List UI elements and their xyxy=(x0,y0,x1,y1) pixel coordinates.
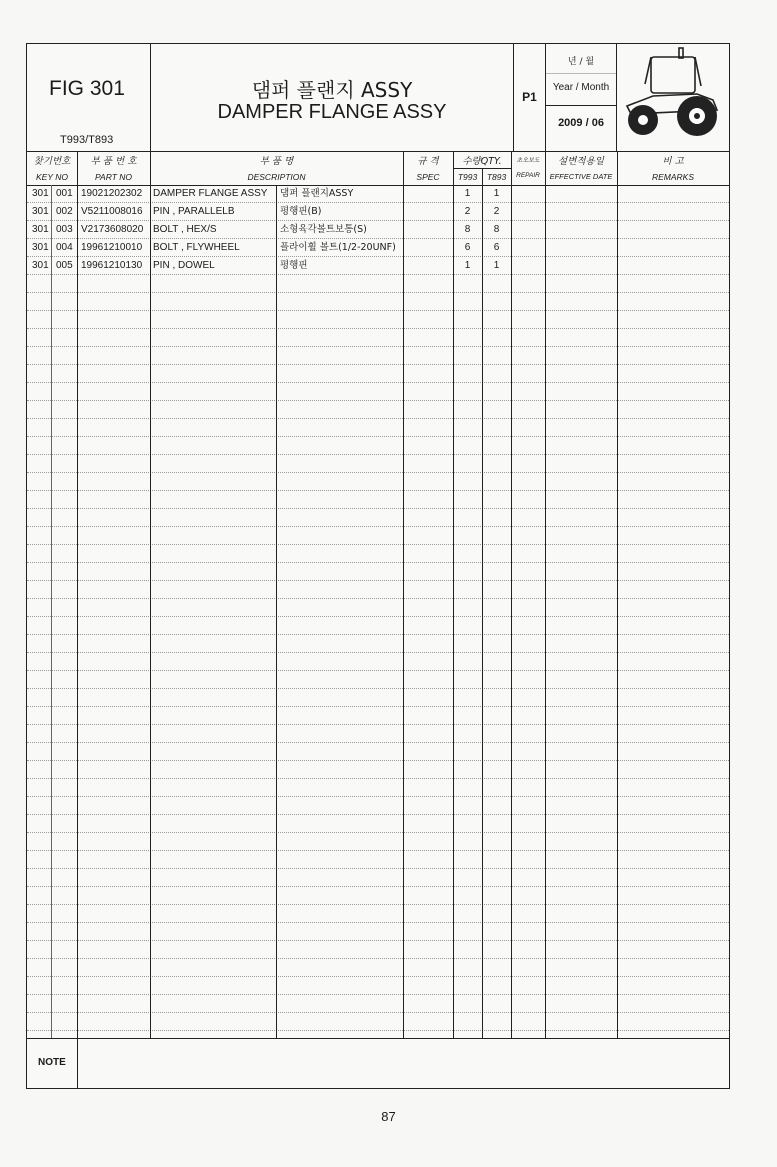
table-row xyxy=(27,581,729,599)
table-row xyxy=(27,743,729,761)
part-number-cell: 19961210130 xyxy=(81,260,143,271)
table-row xyxy=(27,509,729,527)
table-row xyxy=(27,977,729,995)
table-row xyxy=(27,833,729,851)
table-row xyxy=(27,311,729,329)
tractor-image-cell xyxy=(617,44,731,151)
part-no-header: PART NO xyxy=(95,172,132,182)
qty-t993-cell: 2 xyxy=(464,206,471,217)
description-korean-cell: 댐퍼 플랜지ASSY xyxy=(280,188,354,199)
page-code: P1 xyxy=(522,90,537,104)
effective-date-header-kr: 설변적용일 xyxy=(558,156,604,167)
qty-t993-cell: 1 xyxy=(464,260,471,271)
table-row xyxy=(27,1013,729,1031)
table-row xyxy=(27,203,729,221)
table-row xyxy=(27,275,729,293)
table-row xyxy=(27,671,729,689)
description-english-cell: PIN , DOWEL xyxy=(153,260,215,271)
table-row xyxy=(27,779,729,797)
table-row xyxy=(27,851,729,869)
table-row xyxy=(27,419,729,437)
part-number-cell: 19021202302 xyxy=(81,188,143,199)
remarks-header: REMARKS xyxy=(651,172,695,182)
table-row xyxy=(27,257,729,275)
fig-number-cell: 301 xyxy=(32,206,49,217)
table-row xyxy=(27,401,729,419)
qty-t993-cell: 8 xyxy=(464,224,471,235)
table-row xyxy=(27,689,729,707)
table-row xyxy=(27,815,729,833)
table-row xyxy=(27,293,729,311)
qty-t893-cell: 6 xyxy=(493,242,500,253)
description-korean-cell: 평행핀 xyxy=(280,260,308,271)
part-number-cell: V5211008016 xyxy=(81,206,143,217)
fig-number-cell: 301 xyxy=(32,224,49,235)
key-number-cell: 005 xyxy=(56,260,73,271)
title-english: DAMPER FLANGE ASSY xyxy=(217,101,447,123)
table-row xyxy=(27,725,729,743)
description-english-cell: PIN , PARALLELB xyxy=(153,206,235,217)
parts-table xyxy=(27,185,729,1031)
table-row xyxy=(27,941,729,959)
table-row xyxy=(27,797,729,815)
key-no-header: KEY NO xyxy=(36,172,68,182)
note-label: NOTE xyxy=(38,1057,66,1068)
parts-sheet xyxy=(26,43,730,1089)
table-row xyxy=(27,221,729,239)
spec-header: SPEC xyxy=(416,172,440,182)
page-number: 87 xyxy=(381,1109,396,1124)
table-row xyxy=(27,473,729,491)
figure-cell xyxy=(27,44,151,151)
table-row xyxy=(27,347,729,365)
effective-date-header: EFFECTIVE DATE xyxy=(549,172,613,181)
qty-t893-cell: 2 xyxy=(493,206,500,217)
column-header-row xyxy=(27,151,729,186)
fig-number-cell: 301 xyxy=(32,188,49,199)
key-number-cell: 003 xyxy=(56,224,73,235)
key-no-header-kr: 찾기번호 xyxy=(33,156,71,167)
date-label-english: Year / Month xyxy=(552,82,610,93)
note-section xyxy=(27,1038,729,1089)
description-header-kr: 부 품 명 xyxy=(259,156,294,167)
table-row xyxy=(27,527,729,545)
spec-header-kr: 규 격 xyxy=(417,156,439,167)
table-row xyxy=(27,365,729,383)
table-row xyxy=(27,905,729,923)
table-row xyxy=(27,923,729,941)
description-english-cell: BOLT , HEX/S xyxy=(153,224,217,235)
figure-number: FIG 301 xyxy=(49,77,125,100)
table-row xyxy=(27,707,729,725)
part-number-cell: 19961210010 xyxy=(81,242,143,253)
table-row xyxy=(27,995,729,1013)
table-row xyxy=(27,563,729,581)
table-row xyxy=(27,437,729,455)
qty-t993-cell: 1 xyxy=(464,188,471,199)
table-row xyxy=(27,599,729,617)
table-row xyxy=(27,617,729,635)
qty-t993-cell: 6 xyxy=(464,242,471,253)
description-korean-cell: 평행핀(B) xyxy=(280,206,322,217)
page-code-cell xyxy=(514,44,546,151)
description-header: DESCRIPTION xyxy=(247,172,306,182)
table-row xyxy=(27,545,729,563)
date-label-korean: 년 / 월 xyxy=(567,57,595,67)
description-korean-cell: 플라이휠 볼트(1/2-20UNF) xyxy=(280,242,396,253)
fig-number-cell: 301 xyxy=(32,242,49,253)
model-label: T993/T893 xyxy=(60,134,114,146)
table-row xyxy=(27,959,729,977)
table-row xyxy=(27,491,729,509)
table-row xyxy=(27,329,729,347)
table-row xyxy=(27,455,729,473)
table-row xyxy=(27,239,729,257)
qty-header: 수량QTY. xyxy=(462,156,502,167)
key-number-cell: 002 xyxy=(56,206,73,217)
sheet-header xyxy=(27,44,729,152)
key-number-cell: 001 xyxy=(56,188,73,199)
table-row xyxy=(27,887,729,905)
description-english-cell: DAMPER FLANGE ASSY xyxy=(153,188,268,199)
table-row xyxy=(27,185,729,203)
table-row xyxy=(27,383,729,401)
title-cell xyxy=(151,44,514,151)
part-no-header-kr: 부 품 번 호 xyxy=(90,156,137,167)
table-row xyxy=(27,869,729,887)
key-number-cell: 004 xyxy=(56,242,73,253)
description-english-cell: BOLT , FLYWHEEL xyxy=(153,242,240,253)
qty-t893-cell: 8 xyxy=(493,224,500,235)
repair-header-kr: 초오보도 xyxy=(516,157,540,164)
qty-t893-cell: 1 xyxy=(493,188,500,199)
remarks-header-kr: 비 고 xyxy=(662,156,684,167)
part-number-cell: V2173608020 xyxy=(81,224,144,235)
issue-date: 2009 / 06 xyxy=(558,117,604,129)
table-row xyxy=(27,653,729,671)
date-cell xyxy=(546,44,617,151)
table-row xyxy=(27,635,729,653)
description-korean-cell: 소형육각볼트보통(S) xyxy=(280,224,367,235)
qty-t893-header: T893 xyxy=(486,172,507,182)
title-korean: 댐퍼 플랜지 ASSY xyxy=(251,78,413,102)
qty-t993-header: T993 xyxy=(457,172,478,182)
fig-number-cell: 301 xyxy=(32,260,49,271)
table-row xyxy=(27,761,729,779)
repair-header: REPAIR xyxy=(516,172,540,179)
qty-t893-cell: 1 xyxy=(493,260,500,271)
tractor-icon xyxy=(617,44,731,151)
